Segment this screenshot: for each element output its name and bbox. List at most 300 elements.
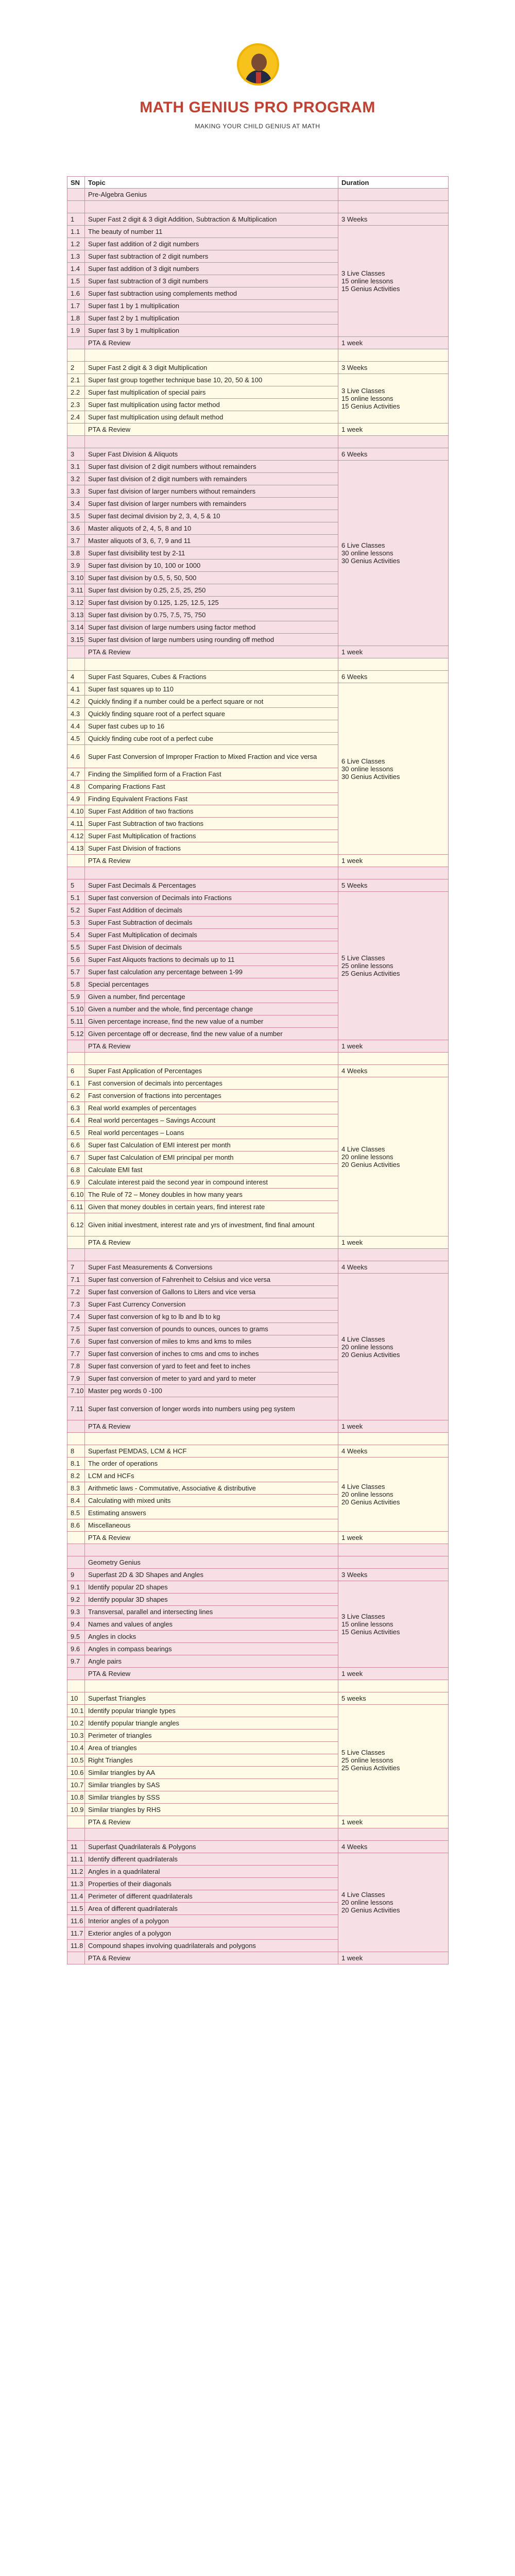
lesson-topic: Perimeter of triangles: [85, 1730, 338, 1742]
lesson-topic: Real world percentages – Loans: [85, 1127, 338, 1139]
lesson-row: [67, 1853, 449, 1866]
module-row: [67, 1261, 449, 1274]
lesson-row: [67, 1274, 449, 1286]
lesson-number: 10.3: [67, 1730, 85, 1742]
spacer-cell: [338, 1053, 449, 1065]
lesson-number: 6.10: [67, 1189, 85, 1201]
lesson-topic: Similar triangles by RHS: [85, 1804, 338, 1816]
lesson-topic: Super Fast Conversion of Improper Fraction to Mixed Fraction and vice versa: [85, 745, 338, 768]
spacer-cell: [85, 1053, 338, 1065]
review-duration: 1 week: [338, 1668, 449, 1680]
lesson-topic: Compound shapes involving quadrilaterals and polygons: [85, 1940, 338, 1952]
module-title: Super Fast Division & Aliquots: [85, 448, 338, 461]
spacer-cell: [338, 436, 449, 448]
lesson-topic: Super Fast Currency Conversion: [85, 1298, 338, 1311]
lesson-topic: Super fast division by 0.75, 7.5, 75, 750: [85, 609, 338, 621]
module-row: [67, 879, 449, 892]
review-duration: 1 week: [338, 1816, 449, 1828]
review-duration: 1 week: [338, 1040, 449, 1053]
lesson-number: 6.3: [67, 1102, 85, 1114]
column-header-topic: Topic: [85, 177, 338, 189]
module-duration: 3 Weeks: [338, 362, 449, 374]
spacer-row: [67, 1828, 449, 1841]
lesson-topic: Comparing Fractions Fast: [85, 781, 338, 793]
spacer-row: [67, 1433, 449, 1445]
review-sn-cell: [67, 423, 85, 436]
lesson-number: 3.7: [67, 535, 85, 547]
lesson-row: [67, 226, 449, 238]
lesson-topic: Quickly finding cube root of a perfect cube: [85, 733, 338, 745]
lesson-topic: Calculate interest paid the second year in compound interest: [85, 1176, 338, 1189]
module-row: [67, 1065, 449, 1077]
table-header-row: [67, 177, 449, 189]
lesson-number: 5.10: [67, 1003, 85, 1015]
lesson-topic: Super fast conversion of Decimals into Fractions: [85, 892, 338, 904]
spacer-row: [67, 867, 449, 879]
review-label: PTA & Review: [85, 646, 338, 658]
module-duration: 4 Weeks: [338, 1261, 449, 1274]
module-details: 3 Live Classes 15 online lessons 15 Genius Activities: [338, 374, 449, 423]
lesson-number: 7.7: [67, 1348, 85, 1360]
module-number: 8: [67, 1445, 85, 1458]
lesson-number: 4.12: [67, 830, 85, 842]
module-row: [67, 1445, 449, 1458]
lesson-number: 4.10: [67, 805, 85, 818]
lesson-number: 9.3: [67, 1606, 85, 1618]
page-title: MATH GENIUS PRO PROGRAM: [140, 99, 375, 116]
review-row: [67, 1420, 449, 1433]
lesson-topic: Super fast conversion of pounds to ounces, ounces to grams: [85, 1323, 338, 1335]
lesson-topic: Super fast Calculation of EMI principal per month: [85, 1151, 338, 1164]
lesson-topic: Angles in compass bearings: [85, 1643, 338, 1655]
spacer-cell: [338, 1680, 449, 1692]
lesson-row: [67, 461, 449, 473]
lesson-topic: Identify popular 2D shapes: [85, 1581, 338, 1594]
lesson-row: [67, 1458, 449, 1470]
review-duration: 1 week: [338, 337, 449, 349]
lesson-topic: Exterior angles of a polygon: [85, 1927, 338, 1940]
review-duration: 1 week: [338, 423, 449, 436]
lesson-number: 7.11: [67, 1397, 85, 1420]
lesson-number: 7.4: [67, 1311, 85, 1323]
lesson-topic: Miscellaneous: [85, 1519, 338, 1532]
lesson-topic: Angles in clocks: [85, 1631, 338, 1643]
lesson-number: 10.6: [67, 1767, 85, 1779]
module-title: Super Fast Measurements & Conversions: [85, 1261, 338, 1274]
lesson-topic: LCM and HCFs: [85, 1470, 338, 1482]
lesson-number: 10.9: [67, 1804, 85, 1816]
lesson-topic: Quickly finding square root of a perfect square: [85, 708, 338, 720]
module-duration: 6 Weeks: [338, 448, 449, 461]
lesson-row: [67, 683, 449, 696]
lesson-topic: Similar triangles by SAS: [85, 1779, 338, 1791]
lesson-topic: Super fast Calculation of EMI interest per month: [85, 1139, 338, 1151]
lesson-topic: Super Fast Division of fractions: [85, 842, 338, 855]
lesson-number: 5.1: [67, 892, 85, 904]
spacer-cell: [85, 658, 338, 671]
lesson-topic: Super fast multiplication using default method: [85, 411, 338, 423]
review-sn-cell: [67, 1532, 85, 1544]
review-row: [67, 855, 449, 867]
module-number: 7: [67, 1261, 85, 1274]
module-details: 4 Live Classes 20 online lessons 20 Genius Activities: [338, 1274, 449, 1420]
module-title: Super Fast 2 digit & 3 digit Multiplication: [85, 362, 338, 374]
lesson-topic: Super fast division of 2 digit numbers without remainders: [85, 461, 338, 473]
lesson-topic: Finding the Simplified form of a Fraction Fast: [85, 768, 338, 781]
lesson-number: 1.4: [67, 263, 85, 275]
lesson-topic: Perimeter of different quadrilaterals: [85, 1890, 338, 1903]
spacer-cell: [85, 1680, 338, 1692]
module-title: Super Fast Application of Percentages: [85, 1065, 338, 1077]
lesson-topic: Super fast division by 10, 100 or 1000: [85, 560, 338, 572]
lesson-number: 8.2: [67, 1470, 85, 1482]
lesson-topic: Master aliquots of 2, 4, 5, 8 and 10: [85, 522, 338, 535]
lesson-number: 5.5: [67, 941, 85, 954]
module-title: Super Fast Squares, Cubes & Fractions: [85, 671, 338, 683]
header: [0, 0, 515, 144]
spacer-cell: [67, 436, 85, 448]
lesson-topic: Estimating answers: [85, 1507, 338, 1519]
review-row: [67, 1952, 449, 1964]
spacer-cell: [85, 1433, 338, 1445]
review-sn-cell: [67, 1952, 85, 1964]
spacer-cell: [67, 658, 85, 671]
lesson-number: 10.7: [67, 1779, 85, 1791]
module-number: 2: [67, 362, 85, 374]
spacer-row: [67, 436, 449, 448]
logo-avatar-icon: [237, 43, 279, 86]
module-number: 1: [67, 213, 85, 226]
spacer-cell: [67, 1053, 85, 1065]
lesson-topic: Super Fast Subtraction of two fractions: [85, 818, 338, 830]
module-number: 10: [67, 1692, 85, 1705]
category-duration-cell: [338, 1556, 449, 1569]
review-row: [67, 423, 449, 436]
lesson-number: 6.4: [67, 1114, 85, 1127]
lesson-number: 7.3: [67, 1298, 85, 1311]
lesson-number: 4.9: [67, 793, 85, 805]
lesson-number: 5.2: [67, 904, 85, 917]
spacer-cell: [67, 1828, 85, 1841]
lesson-number: 3.14: [67, 621, 85, 634]
lesson-number: 6.5: [67, 1127, 85, 1139]
lesson-topic: Super fast 3 by 1 multiplication: [85, 325, 338, 337]
lesson-number: 7.10: [67, 1385, 85, 1397]
lesson-number: 2.4: [67, 411, 85, 423]
spacer-row: [67, 1680, 449, 1692]
lesson-number: 3.2: [67, 473, 85, 485]
lesson-topic: Super fast divisibility test by 2-11: [85, 547, 338, 560]
lesson-topic: The beauty of number 11: [85, 226, 338, 238]
lesson-number: 1.5: [67, 275, 85, 287]
lesson-number: 4.7: [67, 768, 85, 781]
lesson-number: 3.9: [67, 560, 85, 572]
review-row: [67, 646, 449, 658]
module-title: Superfast Triangles: [85, 1692, 338, 1705]
module-details: 5 Live Classes 25 online lessons 25 Genius Activities: [338, 892, 449, 1040]
review-label: PTA & Review: [85, 1532, 338, 1544]
lesson-topic: Real world examples of percentages: [85, 1102, 338, 1114]
lesson-topic: Identify different quadrilaterals: [85, 1853, 338, 1866]
spacer-cell: [67, 1544, 85, 1556]
lesson-number: 7.1: [67, 1274, 85, 1286]
lesson-number: 5.11: [67, 1015, 85, 1028]
lesson-topic: Super fast conversion of kg to lb and lb to kg: [85, 1311, 338, 1323]
module-details: 3 Live Classes 15 online lessons 15 Genius Activities: [338, 226, 449, 337]
lesson-number: 7.9: [67, 1372, 85, 1385]
lesson-number: 5.3: [67, 917, 85, 929]
lesson-topic: Super fast subtraction of 2 digit numbers: [85, 250, 338, 263]
module-title: Super Fast 2 digit & 3 digit Addition, Subtraction & Multiplication: [85, 213, 338, 226]
lesson-number: 3.6: [67, 522, 85, 535]
lesson-topic: Super fast division of 2 digit numbers with remainders: [85, 473, 338, 485]
module-duration: 4 Weeks: [338, 1841, 449, 1853]
lesson-topic: Quickly finding if a number could be a perfect square or not: [85, 696, 338, 708]
spacer-cell: [85, 1249, 338, 1261]
lesson-number: 4.6: [67, 745, 85, 768]
module-number: 6: [67, 1065, 85, 1077]
lesson-topic: Super fast calculation any percentage between 1-99: [85, 966, 338, 978]
lesson-number: 8.6: [67, 1519, 85, 1532]
spacer-cell: [338, 1544, 449, 1556]
review-row: [67, 1532, 449, 1544]
lesson-topic: Fast conversion of decimals into percentages: [85, 1077, 338, 1090]
lesson-topic: Super Fast Multiplication of decimals: [85, 929, 338, 941]
review-label: PTA & Review: [85, 1420, 338, 1433]
lesson-topic: Fast conversion of fractions into percentages: [85, 1090, 338, 1102]
spacer-cell: [85, 1828, 338, 1841]
module-row: [67, 213, 449, 226]
lesson-number: 4.8: [67, 781, 85, 793]
lesson-topic: Super fast group together technique base 10, 20, 50 & 100: [85, 374, 338, 386]
lesson-number: 7.2: [67, 1286, 85, 1298]
lesson-topic: Angle pairs: [85, 1655, 338, 1668]
spacer-cell: [338, 658, 449, 671]
module-row: [67, 1569, 449, 1581]
spacer-cell: [338, 867, 449, 879]
spacer-cell: [85, 436, 338, 448]
lesson-number: 1.7: [67, 300, 85, 312]
spacer-cell: [85, 867, 338, 879]
lesson-topic: Super fast conversion of inches to cms and cms to inches: [85, 1348, 338, 1360]
lesson-number: 11.8: [67, 1940, 85, 1952]
lesson-number: 5.7: [67, 966, 85, 978]
lesson-topic: Master peg words 0 -100: [85, 1385, 338, 1397]
review-sn-cell: [67, 1040, 85, 1053]
page-subtitle: MAKING YOUR CHILD GENIUS AT MATH: [195, 123, 320, 130]
review-row: [67, 337, 449, 349]
lesson-number: 5.8: [67, 978, 85, 991]
spacer-cell: [67, 349, 85, 362]
lesson-number: 3.10: [67, 572, 85, 584]
lesson-number: 4.5: [67, 733, 85, 745]
module-details: 3 Live Classes 15 online lessons 15 Genius Activities: [338, 1581, 449, 1668]
lesson-number: 10.1: [67, 1705, 85, 1717]
lesson-number: 6.2: [67, 1090, 85, 1102]
lesson-topic: Area of triangles: [85, 1742, 338, 1754]
review-sn-cell: [67, 1816, 85, 1828]
lesson-number: 11.6: [67, 1915, 85, 1927]
lesson-number: 1.3: [67, 250, 85, 263]
module-duration: 3 Weeks: [338, 213, 449, 226]
lesson-number: 8.1: [67, 1458, 85, 1470]
lesson-topic: Super fast division by 0.125, 1.25, 12.5, 125: [85, 597, 338, 609]
spacer-cell: [338, 201, 449, 213]
lesson-number: 1.1: [67, 226, 85, 238]
lesson-number: 10.8: [67, 1791, 85, 1804]
lesson-number: 11.1: [67, 1853, 85, 1866]
lesson-topic: The Rule of 72 – Money doubles in how many years: [85, 1189, 338, 1201]
lesson-topic: Super fast 2 by 1 multiplication: [85, 312, 338, 325]
module-number: 11: [67, 1841, 85, 1853]
lesson-topic: Transversal, parallel and intersecting lines: [85, 1606, 338, 1618]
category-duration-cell: [338, 189, 449, 201]
lesson-topic: Similar triangles by AA: [85, 1767, 338, 1779]
review-sn-cell: [67, 1668, 85, 1680]
lesson-topic: Names and values of angles: [85, 1618, 338, 1631]
lesson-topic: Super fast addition of 3 digit numbers: [85, 263, 338, 275]
lesson-number: 1.6: [67, 287, 85, 300]
lesson-number: 11.2: [67, 1866, 85, 1878]
lesson-topic: Super fast division of larger numbers without remainders: [85, 485, 338, 498]
lesson-topic: Identify popular triangle angles: [85, 1717, 338, 1730]
lesson-topic: Super fast subtraction using complements method: [85, 287, 338, 300]
spacer-cell: [67, 201, 85, 213]
spacer-row: [67, 658, 449, 671]
lesson-number: 9.6: [67, 1643, 85, 1655]
lesson-number: 1.8: [67, 312, 85, 325]
module-number: 5: [67, 879, 85, 892]
lesson-row: [67, 892, 449, 904]
lesson-topic: Super fast division of large numbers using rounding off method: [85, 634, 338, 646]
lesson-number: 3.4: [67, 498, 85, 510]
spacer-cell: [67, 1249, 85, 1261]
lesson-number: 6.7: [67, 1151, 85, 1164]
lesson-number: 1.9: [67, 325, 85, 337]
review-label: PTA & Review: [85, 1040, 338, 1053]
module-duration: 4 Weeks: [338, 1065, 449, 1077]
spacer-cell: [338, 349, 449, 362]
lesson-number: 10.4: [67, 1742, 85, 1754]
review-label: PTA & Review: [85, 337, 338, 349]
review-label: PTA & Review: [85, 1668, 338, 1680]
lesson-number: 5.12: [67, 1028, 85, 1040]
review-label: PTA & Review: [85, 423, 338, 436]
lesson-number: 11.4: [67, 1890, 85, 1903]
review-duration: 1 week: [338, 855, 449, 867]
module-details: 5 Live Classes 25 online lessons 25 Genius Activities: [338, 1705, 449, 1816]
module-number: 9: [67, 1569, 85, 1581]
lesson-number: 7.8: [67, 1360, 85, 1372]
lesson-number: 11.3: [67, 1878, 85, 1890]
module-row: [67, 671, 449, 683]
module-duration: 6 Weeks: [338, 671, 449, 683]
spacer-cell: [338, 1828, 449, 1841]
category-heading: Geometry Genius: [85, 1556, 338, 1569]
module-title: Superfast Quadrilaterals & Polygons: [85, 1841, 338, 1853]
review-duration: 1 week: [338, 1236, 449, 1249]
module-duration: 4 Weeks: [338, 1445, 449, 1458]
review-row: [67, 1040, 449, 1053]
review-sn-cell: [67, 1420, 85, 1433]
lesson-row: [67, 1077, 449, 1090]
lesson-number: 9.5: [67, 1631, 85, 1643]
review-duration: 1 week: [338, 1420, 449, 1433]
module-row: [67, 448, 449, 461]
lesson-number: 9.7: [67, 1655, 85, 1668]
lesson-number: 5.4: [67, 929, 85, 941]
lesson-topic: Super Fast Multiplication of fractions: [85, 830, 338, 842]
review-label: PTA & Review: [85, 1952, 338, 1964]
module-details: 6 Live Classes 30 online lessons 30 Genius Activities: [338, 461, 449, 646]
review-sn-cell: [67, 337, 85, 349]
lesson-number: 6.9: [67, 1176, 85, 1189]
lesson-number: 3.15: [67, 634, 85, 646]
review-sn-cell: [67, 1236, 85, 1249]
lesson-number: 3.8: [67, 547, 85, 560]
lesson-topic: Super fast conversion of Fahrenheit to Celsius and vice versa: [85, 1274, 338, 1286]
lesson-number: 7.5: [67, 1323, 85, 1335]
lesson-topic: Given initial investment, interest rate and yrs of investment, find final amount: [85, 1213, 338, 1236]
module-title: Superfast 2D & 3D Shapes and Angles: [85, 1569, 338, 1581]
lesson-number: 3.11: [67, 584, 85, 597]
review-duration: 1 week: [338, 1532, 449, 1544]
review-row: [67, 1236, 449, 1249]
review-label: PTA & Review: [85, 1236, 338, 1249]
lesson-topic: Identify popular triangle types: [85, 1705, 338, 1717]
spacer-row: [67, 201, 449, 213]
lesson-topic: Super fast division by 0.5, 5, 50, 500: [85, 572, 338, 584]
category-sn-cell: [67, 1556, 85, 1569]
lesson-topic: Master aliquots of 3, 6, 7, 9 and 11: [85, 535, 338, 547]
lesson-topic: Given a number, find percentage: [85, 991, 338, 1003]
lesson-topic: Super fast decimal division by 2, 3, 4, 5 & 10: [85, 510, 338, 522]
lesson-topic: Super Fast Aliquots fractions to decimals up to 11: [85, 954, 338, 966]
review-duration: 1 week: [338, 646, 449, 658]
lesson-topic: Super fast multiplication using factor method: [85, 399, 338, 411]
lesson-topic: Given that money doubles in certain years, find interest rate: [85, 1201, 338, 1213]
lesson-number: 3.13: [67, 609, 85, 621]
lesson-number: 3.3: [67, 485, 85, 498]
review-row: [67, 1668, 449, 1680]
lesson-number: 7.6: [67, 1335, 85, 1348]
spacer-row: [67, 1053, 449, 1065]
lesson-number: 9.1: [67, 1581, 85, 1594]
lesson-number: 4.11: [67, 818, 85, 830]
lesson-topic: Angles in a quadrilateral: [85, 1866, 338, 1878]
module-row: [67, 362, 449, 374]
spacer-cell: [67, 867, 85, 879]
lesson-topic: Super fast division by 0.25, 2.5, 25, 250: [85, 584, 338, 597]
lesson-number: 4.2: [67, 696, 85, 708]
lesson-number: 1.2: [67, 238, 85, 250]
lesson-topic: Super fast conversion of miles to kms and kms to miles: [85, 1335, 338, 1348]
review-duration: 1 week: [338, 1952, 449, 1964]
lesson-topic: Super fast conversion of Gallons to Liters and vice versa: [85, 1286, 338, 1298]
spacer-cell: [85, 1544, 338, 1556]
lesson-number: 4.1: [67, 683, 85, 696]
category-heading-row: [67, 1556, 449, 1569]
lesson-topic: Properties of their diagonals: [85, 1878, 338, 1890]
review-label: PTA & Review: [85, 855, 338, 867]
lesson-topic: Given percentage off or decrease, find the new value of a number: [85, 1028, 338, 1040]
spacer-cell: [67, 1433, 85, 1445]
lesson-topic: Super Fast Addition of decimals: [85, 904, 338, 917]
column-header-duration: Duration: [338, 177, 449, 189]
lesson-topic: Finding Equivalent Fractions Fast: [85, 793, 338, 805]
lesson-number: 6.12: [67, 1213, 85, 1236]
curriculum-table: [67, 176, 449, 1964]
